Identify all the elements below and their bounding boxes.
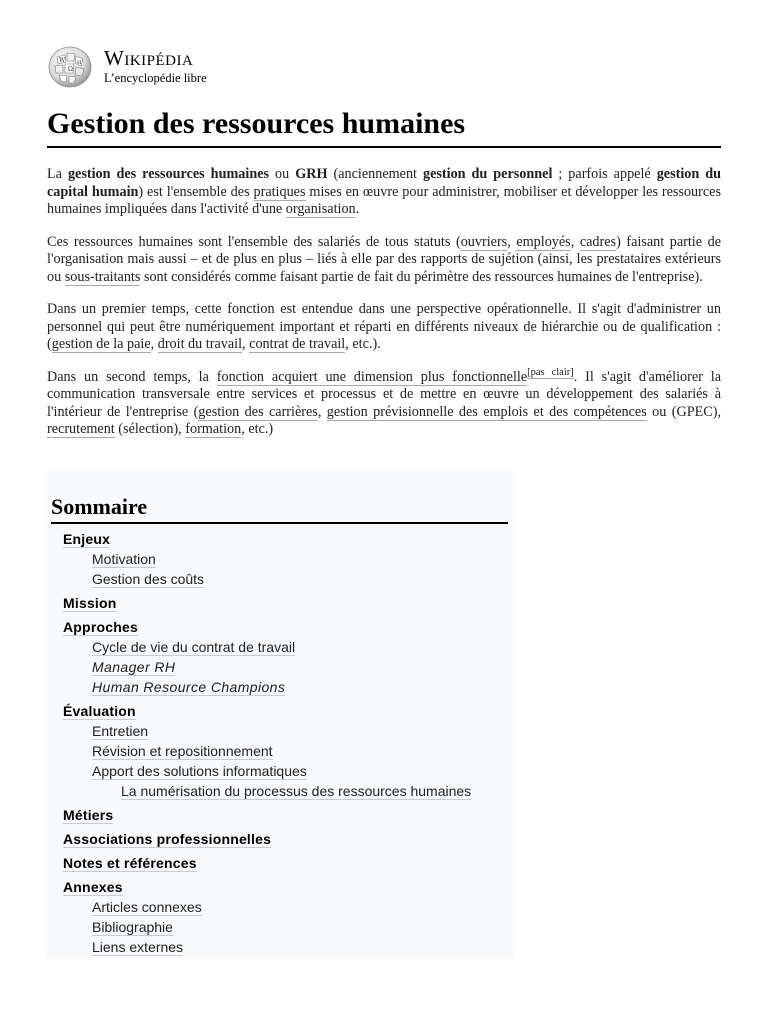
toc-item-associations[interactable]: [63, 829, 513, 849]
toc-item-evaluation[interactable]: [63, 701, 513, 721]
bold-term: gestion du capital humain: [47, 166, 722, 200]
toc-item-metiers[interactable]: [63, 805, 513, 825]
text: , etc.): [241, 421, 274, 437]
toc-item-label[interactable]: Métiers: [63, 807, 114, 823]
toc-item-cycle-de-vie[interactable]: [92, 637, 513, 657]
link-fonction-fonctionnelle[interactable]: fonction acquiert une dimension plus fonctionnelle: [216, 368, 528, 385]
toc-item-label[interactable]: Associations professionnelles: [63, 831, 272, 847]
toc-item-label[interactable]: Liens externes: [92, 939, 184, 955]
link-organisation[interactable]: organisation: [285, 201, 356, 217]
paragraph-4: [47, 366, 722, 439]
toc-item-enjeux[interactable]: [63, 529, 513, 549]
toc-item-label[interactable]: La numérisation du processus des ressources humaines: [121, 783, 472, 799]
toc-item-label[interactable]: Annexes: [63, 879, 123, 895]
wordmark-title: Wikipédia: [104, 45, 194, 70]
link-ouvriers[interactable]: ouvriers: [460, 233, 508, 250]
text: , etc.).: [345, 336, 381, 352]
text: ,: [570, 233, 580, 250]
wordmark[interactable]: [104, 47, 207, 86]
toc-item-numerisation[interactable]: [121, 781, 513, 801]
text: ,: [242, 336, 250, 352]
toc-item-label[interactable]: Entretien: [92, 723, 149, 739]
toc-item-label[interactable]: Motivation: [92, 551, 156, 567]
note-label[interactable]: [pas clair]: [527, 366, 574, 378]
text: . Il s'agit d'améliorer la communication transversale entre services et processus et de mettre en œuvre un développement des salariés à l'intérieur de l'entreprise (: [47, 368, 721, 420]
svg-text:И: И: [77, 60, 82, 66]
text: Ces ressources humaines sont l'ensemble des salariés de tous statuts (: [47, 233, 461, 250]
text: Dans un premier temps, cette fonction est entendue dans une perspective opérationnelle. Il s'agit d'administrer un personnel qui peut être numériquement important et réparti en différents niveaux de hiérarchie ou de qualification : (: [47, 301, 721, 352]
wordmark-tagline: L’encyclopédie libre: [104, 70, 207, 85]
text: ; parfois appelé: [552, 166, 657, 182]
text: Dans un second temps, la: [47, 368, 217, 385]
bold-term: gestion des ressources humaines: [67, 166, 270, 182]
text: ou: [269, 166, 296, 182]
toc-item-motivation[interactable]: [92, 549, 513, 569]
toc-title: Sommaire: [51, 493, 508, 524]
toc-item-label[interactable]: Approches: [63, 619, 138, 635]
svg-text:Ω: Ω: [68, 66, 73, 73]
link-formation[interactable]: formation: [185, 421, 242, 437]
text: (anciennement: [327, 166, 423, 182]
wikipedia-globe-logo-icon[interactable]: [45, 43, 95, 89]
toc-item-annexes[interactable]: [63, 877, 513, 897]
toc-item-label[interactable]: Articles connexes: [92, 899, 202, 915]
toc-item-approches[interactable]: [63, 617, 513, 637]
text: ,: [317, 403, 327, 420]
text: (sélection),: [114, 421, 186, 437]
link-droit-du-travail[interactable]: droit du travail: [157, 336, 243, 352]
text: ,: [507, 233, 517, 250]
bold-term: gestion du personnel: [422, 166, 553, 182]
text: ,: [150, 336, 158, 352]
toc-item-notes[interactable]: [63, 853, 513, 873]
text: mises en œuvre pour administrer, mobiliser et développer les ressources humaines impliquées dans l'activité d'une: [47, 183, 721, 217]
link-sous-traitants[interactable]: sous-traitants: [64, 268, 141, 285]
article-body: [47, 166, 721, 454]
text: ou (GPEC),: [646, 403, 722, 420]
toc-list: [47, 529, 513, 957]
paragraph-3: [47, 301, 721, 354]
text: ) faisant partie de l'organisation mais aussi – et de plus en plus – liés à elle par des rapports de sujétion (ainsi, les prestataires extérieurs ou: [47, 233, 722, 285]
text: .: [355, 201, 360, 217]
paragraph-2: [47, 234, 721, 287]
toc-item-gestion-des-couts[interactable]: [92, 569, 513, 589]
table-of-contents: [47, 471, 513, 958]
note-pas-clair[interactable]: [527, 367, 574, 379]
text: sont considérés comme faisant partie de fait du périmètre des ressources humaines de l'entreprise).: [140, 268, 703, 285]
toc-item-label[interactable]: Manager RH: [92, 659, 176, 675]
link-gestion-de-la-paie[interactable]: gestion de la paie: [51, 336, 151, 352]
toc-item-articles-connexes[interactable]: [92, 897, 513, 917]
toc-item-hr-champions[interactable]: [92, 677, 513, 697]
link-gpec[interactable]: gestion prévisionnelle des emplois et des compétences: [326, 403, 647, 420]
toc-item-label[interactable]: Révision et repositionnement: [92, 743, 273, 759]
bold-term: GRH: [295, 166, 328, 182]
toc-item-manager-rh[interactable]: [92, 657, 513, 677]
toc-item-label[interactable]: Human Resource Champions: [92, 679, 286, 695]
text: La: [47, 166, 68, 182]
toc-item-apport[interactable]: [92, 761, 513, 781]
toc-item-label[interactable]: Gestion des coûts: [92, 571, 205, 587]
toc-item-entretien[interactable]: [92, 721, 513, 741]
toc-item-mission[interactable]: [63, 593, 513, 613]
link-pratiques[interactable]: pratiques: [253, 183, 306, 200]
toc-item-label[interactable]: Évaluation: [63, 703, 136, 719]
link-contrat-de-travail[interactable]: contrat de travail: [249, 336, 346, 352]
toc-item-liens-externes[interactable]: [92, 937, 513, 957]
toc-item-label[interactable]: Notes et références: [63, 855, 197, 871]
toc-item-bibliographie[interactable]: [92, 917, 513, 937]
text: ) est l'ensemble des: [138, 183, 254, 200]
toc-item-label[interactable]: Apport des solutions informatiques: [92, 763, 307, 779]
toc-item-label[interactable]: Bibliographie: [92, 919, 173, 935]
link-employes[interactable]: employés: [516, 233, 571, 250]
toc-item-label[interactable]: Mission: [63, 595, 117, 611]
link-recrutement[interactable]: recrutement: [47, 421, 115, 437]
link-gestion-des-carrieres[interactable]: gestion des carrières: [198, 403, 318, 420]
site-header[interactable]: [45, 42, 207, 90]
paragraph-1: [47, 166, 721, 219]
page-title: Gestion des ressources humaines: [47, 104, 721, 148]
toc-item-label[interactable]: Enjeux: [63, 531, 111, 547]
link-cadres[interactable]: cadres: [579, 233, 617, 250]
toc-item-revision[interactable]: [92, 741, 513, 761]
svg-text:W: W: [59, 57, 66, 64]
toc-item-label[interactable]: Cycle de vie du contrat de travail: [92, 639, 296, 655]
